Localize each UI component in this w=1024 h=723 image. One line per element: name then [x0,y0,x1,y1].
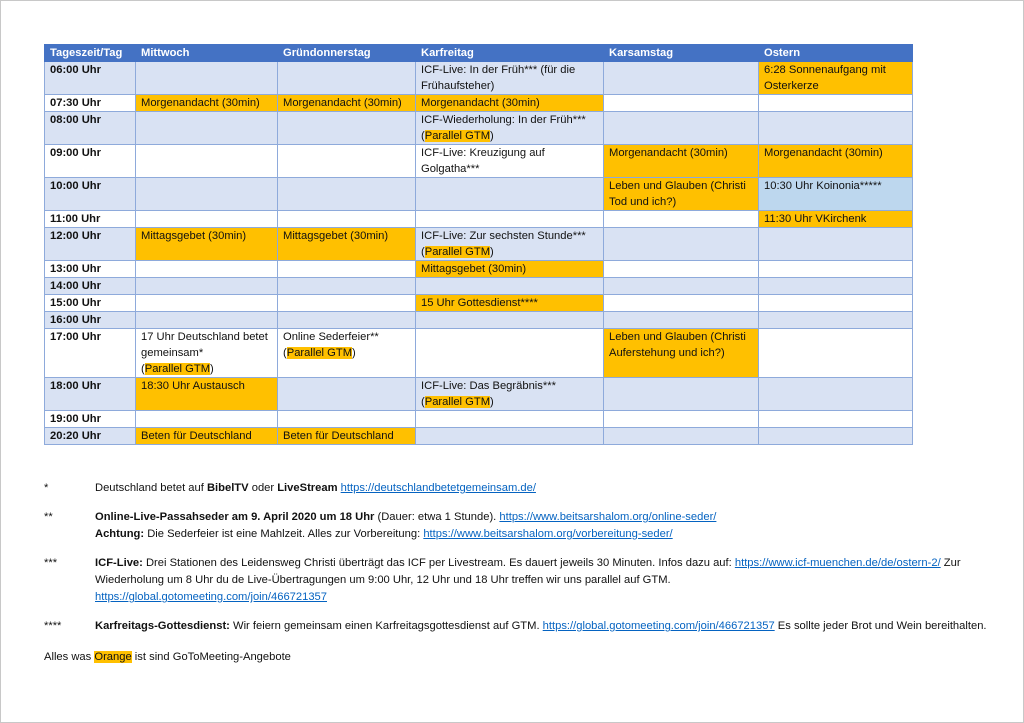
time-cell: 18:00 Uhr [45,378,136,411]
header-gruendonnerstag: Gründonnerstag [278,45,416,62]
footnote-bold: Karfreitags-Gottesdienst: [95,620,230,632]
time-cell: 06:00 Uhr [45,62,136,95]
time-cell: 08:00 Uhr [45,112,136,145]
time-cell: 13:00 Uhr [45,261,136,278]
time-cell: 09:00 Uhr [45,145,136,178]
cell-mittwoch: 18:30 Uhr Austausch [136,378,278,411]
cell-gruendonnerstag: Mittagsgebet (30min) [278,228,416,261]
cell-mittwoch: 17 Uhr Deutschland betet gemeinsam* (Parallel GTM) [136,329,278,378]
footnote-text: Zur Wiederholung um 8 Uhr du de Live-Übertragungen um 9:00 Uhr, 12 Uhr und 18 Uhr treffen wir uns parallel auf GTM. [95,557,961,586]
cell-karfreitag: Mittagsgebet (30min) [416,261,604,278]
cell-ostern [759,228,913,261]
event-text: 17 Uhr Deutschland betet gemeinsam* [141,331,268,359]
cell-mittwoch [136,62,278,95]
cell-gruendonnerstag [278,145,416,178]
cell-ostern [759,278,913,295]
time-cell: 11:00 Uhr [45,211,136,228]
cell-gruendonnerstag [278,178,416,211]
cell-gruendonnerstag [278,261,416,278]
cell-karfreitag [416,411,604,428]
cell-ostern [759,312,913,329]
cell-gruendonnerstag [278,62,416,95]
cell-ostern [759,411,913,428]
cell-karfreitag: ICF-Live: Zur sechsten Stunde*** (Parallel GTM) [416,228,604,261]
table-row [45,261,913,278]
time-cell: 15:00 Uhr [45,295,136,312]
cell-gruendonnerstag [278,112,416,145]
cell-ostern [759,261,913,278]
cell-karsamstag [604,278,759,295]
cell-karsamstag [604,295,759,312]
cell-gruendonnerstag [278,211,416,228]
table-row [45,378,913,411]
cell-ostern: 11:30 Uhr VKirchenk [759,211,913,228]
cell-mittwoch [136,312,278,329]
event-text: ICF-Wiederholung: In der Früh*** [421,114,586,126]
legend-text: ist sind GoToMeeting-Angebote [131,651,291,663]
cell-ostern [759,329,913,378]
footnote-bold: Achtung: [95,528,145,540]
table-row [45,312,913,329]
footnotes [44,480,994,666]
cell-gruendonnerstag [278,295,416,312]
header-mittwoch: Mittwoch [136,45,278,62]
footnote-text: Drei Stationen des Leidensweg Christi überträgt das ICF per Livestream. Es dauert jeweils 30 Minuten. Infos dazu auf: [142,557,735,569]
time-cell: 20:20 Uhr [45,428,136,445]
table-row [45,411,913,428]
event-text: Online Sederfeier** [283,331,379,343]
cell-mittwoch [136,278,278,295]
time-cell: 16:00 Uhr [45,312,136,329]
cell-mittwoch [136,261,278,278]
vorbereitung-seder-link[interactable]: https://www.beitsarshalom.org/vorbereitung-seder/ [423,528,673,540]
time-cell: 07:30 Uhr [45,95,136,112]
time-cell: 12:00 Uhr [45,228,136,261]
cell-gruendonnerstag [278,312,416,329]
cell-karfreitag [416,178,604,211]
cell-karfreitag: 15 Uhr Gottesdienst**** [416,295,604,312]
footnote-text: (Dauer: etwa 1 Stunde). [374,511,500,523]
gtm-highlight: Parallel GTM [424,130,491,142]
cell-karfreitag [416,428,604,445]
table-row [45,62,913,95]
cell-karfreitag: Morgenandacht (30min) [416,95,604,112]
table-row [45,145,913,178]
cell-gruendonnerstag: Morgenandacht (30min) [278,95,416,112]
gotomeeting-link[interactable]: https://global.gotomeeting.com/join/466721357 [542,620,775,632]
header-karfreitag: Karfreitag [416,45,604,62]
cell-gruendonnerstag: Online Sederfeier** (Parallel GTM) [278,329,416,378]
table-row [45,178,913,211]
cell-karfreitag: ICF-Wiederholung: In der Früh*** (Parallel GTM) [416,112,604,145]
table-row [45,428,913,445]
footnote-3 [44,555,994,606]
footnote-bold: Online-Live-Passahseder am 9. April 2020 um 18 Uhr [95,511,375,523]
cell-ostern: 6:28 Sonnenaufgang mit Osterkerze [759,62,913,95]
footnote-text: Deutschland betet auf [95,482,207,494]
footnote-marker: **** [44,620,62,632]
table-row [45,295,913,312]
cell-karsamstag [604,411,759,428]
footnote-1 [44,480,994,497]
cell-ostern: Morgenandacht (30min) [759,145,913,178]
deutschlandbetet-link[interactable]: https://deutschlandbetetgemeinsam.de/ [340,482,536,494]
cell-gruendonnerstag: Beten für Deutschland [278,428,416,445]
cell-mittwoch: Mittagsgebet (30min) [136,228,278,261]
cell-ostern [759,112,913,145]
footnote-bold: LiveStream [277,482,338,494]
cell-ostern: 10:30 Uhr Koinonia***** [759,178,913,211]
table-header-row [45,45,913,62]
cell-karsamstag: Leben und Glauben (Christi Tod und ich?) [604,178,759,211]
footnote-marker: * [44,482,49,494]
footnote-text: oder [248,482,278,494]
header-ostern: Ostern [759,45,913,62]
table-row [45,95,913,112]
cell-karfreitag: ICF-Live: Kreuzigung auf Golgatha*** [416,145,604,178]
cell-gruendonnerstag [278,378,416,411]
footnote-4 [44,618,994,635]
time-cell: 10:00 Uhr [45,178,136,211]
time-cell: 17:00 Uhr [45,329,136,378]
cell-karfreitag [416,312,604,329]
gtm-highlight: Parallel GTM [286,347,353,359]
cell-mittwoch [136,295,278,312]
cell-mittwoch [136,411,278,428]
legend-text: Alles was [44,651,95,663]
cell-gruendonnerstag [278,278,416,295]
footnote-text: Wir feiern gemeinsam einen Karfreitagsgottesdienst auf GTM. [229,620,543,632]
cell-ostern [759,95,913,112]
cell-karsamstag [604,95,759,112]
cell-mittwoch [136,178,278,211]
online-seder-link[interactable]: https://www.beitsarshalom.org/online-seder/ [499,511,717,523]
cell-karsamstag: Morgenandacht (30min) [604,145,759,178]
time-cell: 19:00 Uhr [45,411,136,428]
footnote-text: Es sollte jeder Brot und Wein bereithalten. [774,620,987,632]
footnote-text: Die Sederfeier ist eine Mahlzeit. Alles zur Vorbereitung: [144,528,424,540]
cell-karsamstag [604,428,759,445]
gotomeeting-link[interactable]: https://global.gotomeeting.com/join/466721357 [95,591,327,603]
cell-karfreitag [416,211,604,228]
cell-mittwoch [136,145,278,178]
header-karsamstag: Karsamstag [604,45,759,62]
cell-gruendonnerstag [278,411,416,428]
cell-mittwoch: Beten für Deutschland [136,428,278,445]
table-row [45,228,913,261]
cell-karfreitag [416,278,604,295]
cell-karsamstag [604,211,759,228]
legend-orange-highlight: Orange [94,651,132,663]
footnote-marker: ** [44,511,53,523]
color-legend [44,649,994,666]
header-time: Tageszeit/Tag [45,45,136,62]
gtm-highlight: Parallel GTM [424,246,491,258]
table-row [45,112,913,145]
cell-mittwoch [136,112,278,145]
cell-ostern [759,428,913,445]
gtm-highlight: Parallel GTM [424,396,491,408]
cell-ostern [759,295,913,312]
table-row [45,211,913,228]
event-text: ICF-Live: Das Begräbnis*** [421,380,556,392]
cell-karfreitag [416,329,604,378]
icf-ostern-link[interactable]: https://www.icf-muenchen.de/de/ostern-2/ [734,557,941,569]
cell-mittwoch [136,211,278,228]
cell-karsamstag [604,378,759,411]
cell-karsamstag: Leben und Glauben (Christi Auferstehung und ich?) [604,329,759,378]
cell-karsamstag [604,112,759,145]
cell-karfreitag: ICF-Live: In der Früh*** (für die Frühaufsteher) [416,62,604,95]
footnote-bold: ICF-Live: [95,557,143,569]
table-row [45,329,913,378]
gtm-highlight: Parallel GTM [144,363,211,375]
cell-mittwoch: Morgenandacht (30min) [136,95,278,112]
cell-karfreitag: ICF-Live: Das Begräbnis*** (Parallel GTM) [416,378,604,411]
cell-ostern [759,378,913,411]
time-cell: 14:00 Uhr [45,278,136,295]
table-row [45,278,913,295]
cell-karsamstag [604,62,759,95]
footnote-bold: BibelTV [206,482,249,494]
footnote-2 [44,509,994,543]
footnote-marker: *** [44,557,58,569]
easter-schedule-table [44,44,913,445]
cell-karsamstag [604,261,759,278]
cell-karsamstag [604,312,759,329]
event-text: ICF-Live: Zur sechsten Stunde*** [421,230,586,242]
cell-karsamstag [604,228,759,261]
